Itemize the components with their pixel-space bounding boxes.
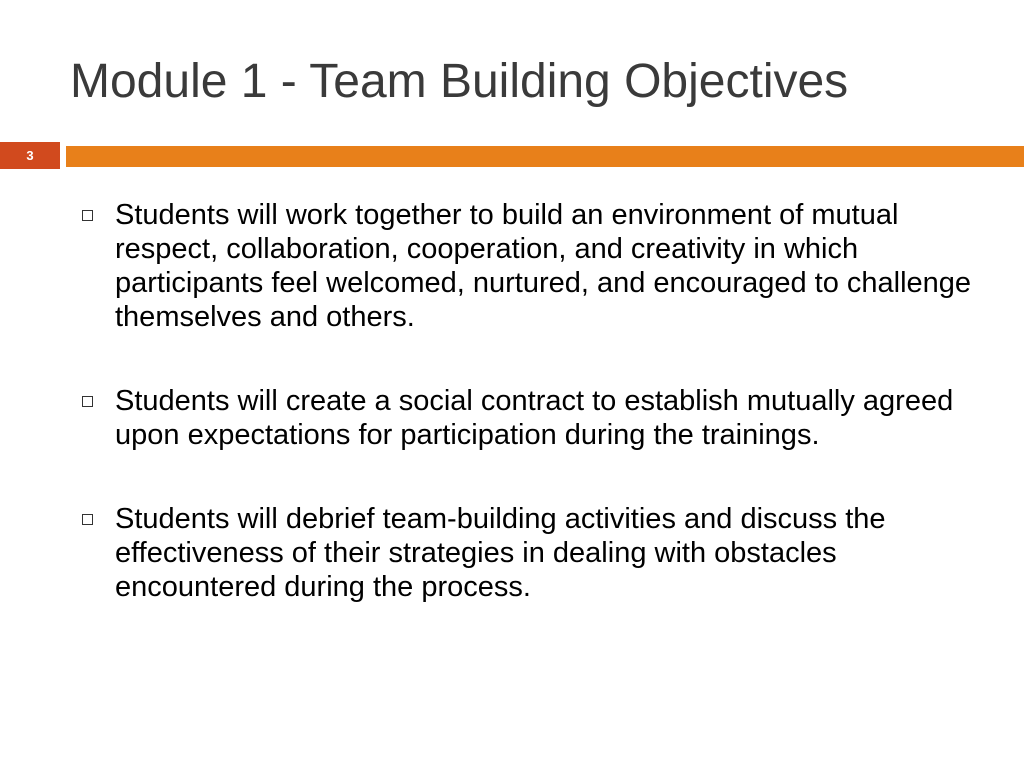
accent-bar	[66, 146, 1024, 167]
bullet-text: Students will debrief team-building activities and discuss the effectiveness of their strategies in dealing with obstacles encountered during the process.	[115, 503, 886, 603]
bullet-item	[82, 198, 982, 334]
hollow-square-bullet-icon	[82, 396, 93, 407]
bullet-text: Students will work together to build an environment of mutual respect, collaboration, cooperation, and creativity in which participants feel welcomed, nurtured, and encouraged to challenge themselves and others.	[115, 199, 972, 333]
slide-title: Module 1 - Team Building Objectives	[70, 55, 849, 108]
hollow-square-bullet-icon	[82, 514, 93, 525]
slide-number-badge: 3	[0, 142, 60, 169]
bullet-item	[82, 502, 982, 604]
hollow-square-bullet-icon	[82, 210, 93, 221]
bullet-text: Students will create a social contract to establish mutually agreed upon expectations for participation during the trainings.	[115, 385, 954, 451]
bullet-list	[82, 198, 982, 654]
bullet-item	[82, 384, 982, 452]
